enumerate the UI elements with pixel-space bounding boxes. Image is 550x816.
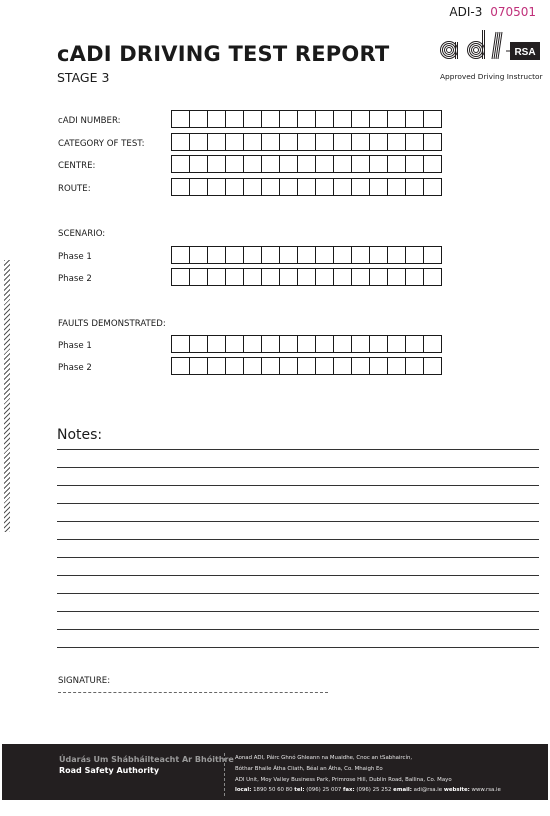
local-label: local: (235, 787, 252, 793)
footer-address-english: ADI Unit, Moy Valley Business Park, Primrose Hill, Dublin Road, Ballina, Co. Mayo (235, 777, 452, 783)
hatch-strip (4, 260, 10, 532)
notes-line[interactable] (57, 611, 539, 612)
form-number: 070501 (490, 5, 536, 19)
scenario-phase2-boxes[interactable] (171, 268, 442, 286)
adi-number-label: cADI NUMBER: (58, 116, 121, 126)
fax-label: fax: (343, 787, 355, 793)
signature-line[interactable] (58, 692, 328, 693)
tel-value: (096) 25 007 (306, 787, 342, 793)
faults-phase2-boxes[interactable] (171, 357, 442, 375)
footer-address-irish-2: Bóthar Bhaile Átha Cliath, Béal an Átha, Co. Mhaigh Eo (235, 766, 383, 772)
category-boxes[interactable] (171, 133, 442, 151)
notes-line[interactable] (57, 557, 539, 558)
footer-irish-name: Údarás Um Shábháilteacht Ar Bhóithre (59, 755, 234, 764)
notes-line[interactable] (57, 629, 539, 630)
website-label: website: (443, 787, 470, 793)
local-value: 1890 50 60 80 (253, 787, 293, 793)
signature-label: SIGNATURE: (58, 676, 111, 686)
email-value[interactable]: adi@rsa.ie (413, 787, 443, 793)
footer-english-name: Road Safety Authority (59, 766, 160, 775)
notes-line[interactable] (57, 467, 539, 468)
notes-line[interactable] (57, 485, 539, 486)
route-boxes[interactable] (171, 178, 442, 196)
category-label: CATEGORY OF TEST: (58, 139, 145, 149)
notes-line[interactable] (57, 575, 539, 576)
scenario-heading: SCENARIO: (58, 229, 106, 239)
footer-address-irish-1: Aonad ADI, Páirc Ghnó Ghleann na Muaidhe, Cnoc an tSabhaircín, (235, 755, 413, 761)
notes-title: Notes: (57, 427, 103, 443)
email-label: email: (393, 787, 412, 793)
faults-heading: FAULTS DEMONSTRATED: (58, 319, 166, 329)
notes-line[interactable] (57, 503, 539, 504)
notes-line[interactable] (57, 521, 539, 522)
notes-line[interactable] (57, 593, 539, 594)
route-label: ROUTE: (58, 184, 91, 194)
form-code (449, 5, 536, 19)
faults-phase2-label: Phase 2 (58, 363, 92, 373)
fax-value: (096) 25 252 (356, 787, 392, 793)
website-value[interactable]: www.rsa.ie (471, 787, 501, 793)
notes-line[interactable] (57, 647, 539, 648)
footer (2, 744, 548, 800)
rsa-badge-text: RSA (514, 47, 536, 58)
scenario-phase1-label: Phase 1 (58, 252, 92, 262)
form-code-label: ADI-3 (449, 5, 483, 19)
scenario-phase1-boxes[interactable] (171, 246, 442, 264)
logo-caption: Approved Driving Instructor (440, 72, 543, 81)
footer-contact (235, 787, 501, 793)
centre-label: CENTRE: (58, 161, 96, 171)
tel-label: tel: (294, 787, 305, 793)
footer-divider (224, 753, 225, 796)
page-title: cADI DRIVING TEST REPORT (57, 42, 390, 66)
notes-line[interactable] (57, 539, 539, 540)
scenario-phase2-label: Phase 2 (58, 274, 92, 284)
faults-phase1-label: Phase 1 (58, 341, 92, 351)
notes-line[interactable] (57, 449, 539, 450)
centre-boxes[interactable] (171, 155, 442, 173)
faults-phase1-boxes[interactable] (171, 335, 442, 353)
page-subtitle: STAGE 3 (57, 70, 110, 85)
adi-number-boxes[interactable] (171, 110, 442, 128)
